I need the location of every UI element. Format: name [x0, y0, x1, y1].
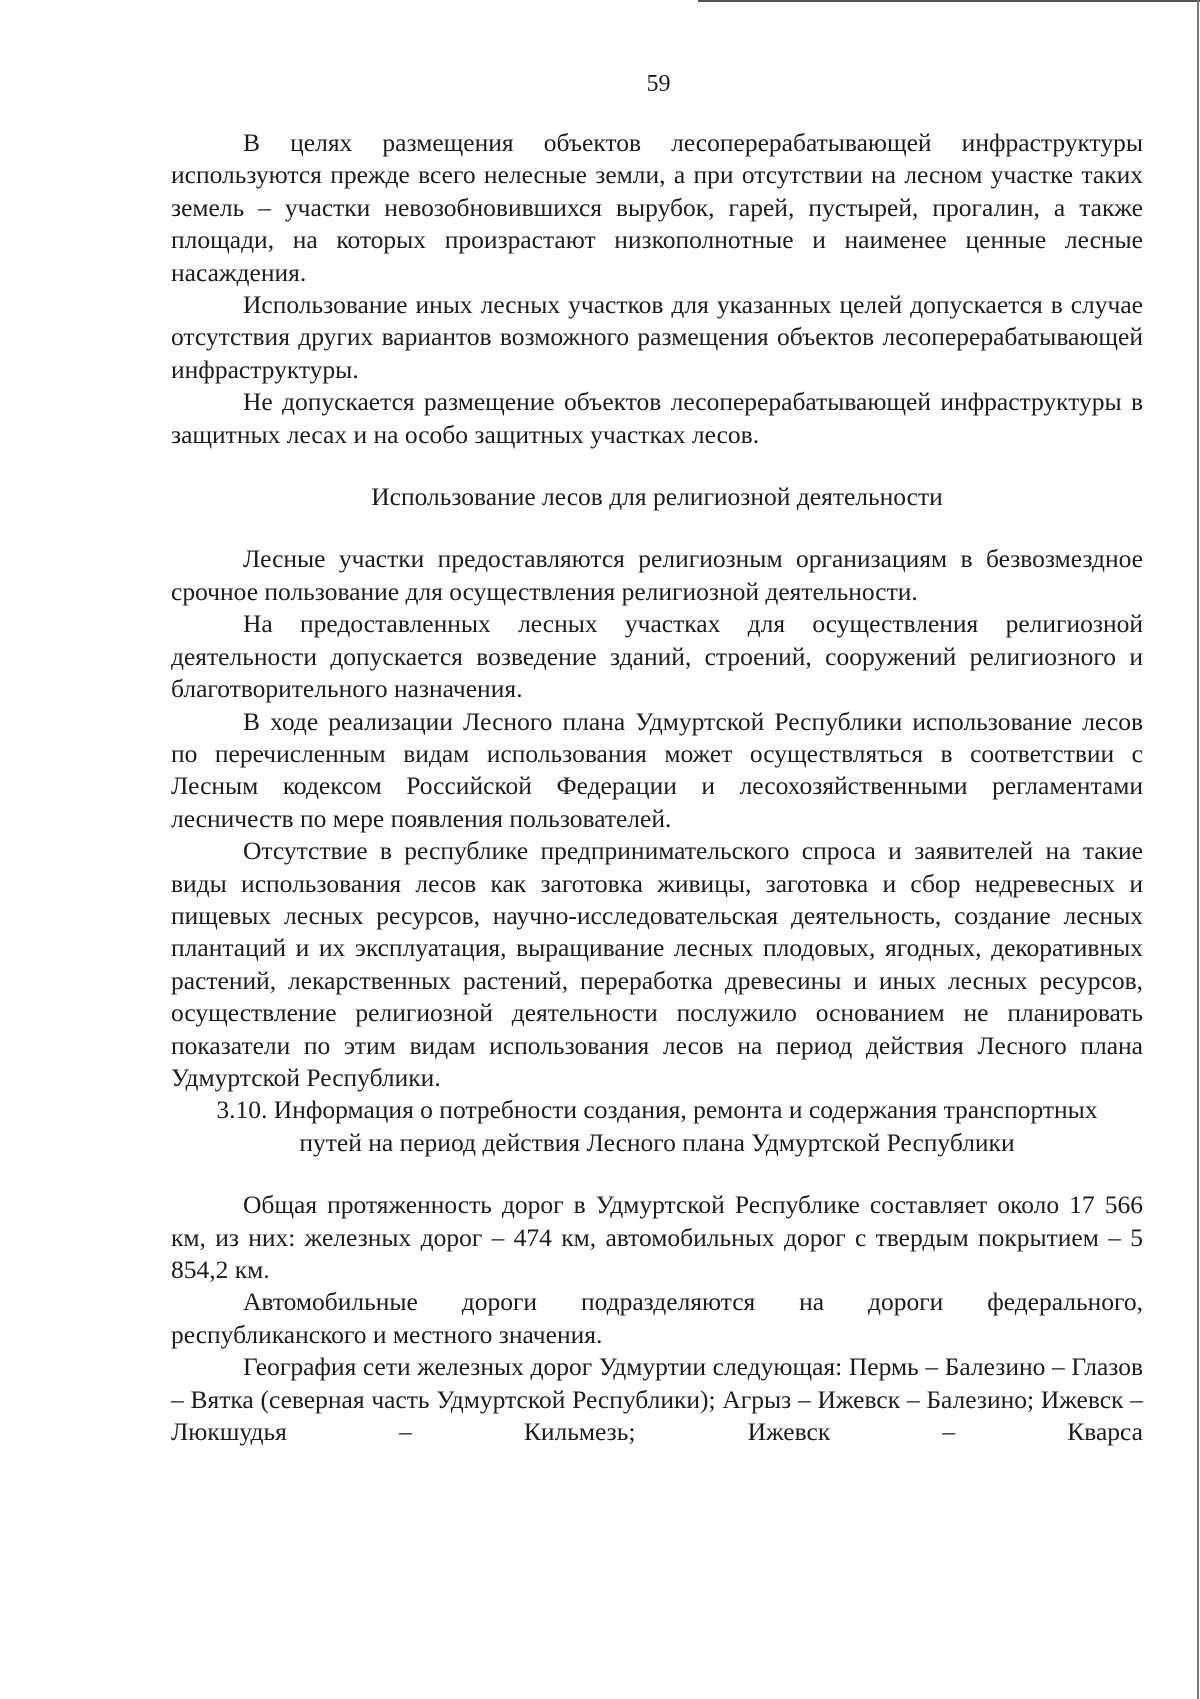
paragraph-religious-plots: Лесные участки предоставляются религиозным организациям в безвозмездное срочное пользование для осуществления религиозной деятельности.	[171, 544, 1143, 606]
paragraph-road-length: Общая протяженность дорог в Удмуртской Республике составляет около 17 566 км, из них: железных дорог – 474 км, автомобильных дорог с твердым покрытием – 5 854,2 км.	[171, 1190, 1143, 1284]
paragraph-forest-plan-implementation: В ходе реализации Лесного плана Удмуртской Республики использование лесов по перечисленным видам использования может осуществляться в соответствии с Лесным кодексом Российской Федерации и лесохозяйственными регламентами лесничеств по мере появления пользователей.	[171, 706, 1143, 833]
section-heading-transport: 3.10. Информация о потребности создания, ремонта и содержания транспортных путей на период действия Лесного плана Удмуртской Республики	[216, 1095, 1098, 1157]
paragraph-railway-geography: География сети железных дорог Удмуртии следующая: Пермь – Балезино – Глазов – Вятка (северная часть Удмуртской Республики); Агрыз – Ижевск – Балезино; Ижевск – Люкшудья – Кильмезь; Ижевск – Кварса	[171, 1352, 1143, 1447]
scan-edge-right	[1197, 0, 1199, 1699]
paragraph-infrastructure-lands: В целях размещения объектов лесоперерабатывающей инфраструктуры используются прежде всего нелесные земли, а при отсутствии на лесном участке таких земель – участки невозобновившихся вырубок, гарей, пустырей, прогалин, а также площади, на которых произрастают низкополнотные и наименее ценные лесные насаждения.	[171, 128, 1143, 287]
paragraph-not-allowed: Не допускается размещение объектов лесоперерабатывающей инфраструктуры в защитных лесах и на особо защитных участках лесов.	[171, 387, 1143, 449]
section-heading-religious: Использование лесов для религиозной деятельности	[371, 482, 943, 512]
document-body	[171, 127, 1143, 1448]
paragraph-no-demand: Отсутствие в республике предпринимательского спроса и заявителей на такие виды использования лесов как заготовка живицы, заготовка и сбор недревесных и пищевых лесных ресурсов, научно-исследовательская деятельность, создание лесных плантаций и их эксплуатация, выращивание лесных плодовых, ягодных, декоративных растений, лекарственных растений, переработка древесины и иных лесных ресурсов, осуществление религиозной деятельности послужило основанием не планировать показатели по этим видам использования лесов на период действия Лесного плана Удмуртской Республики.	[171, 836, 1143, 1092]
paragraph-road-types: Автомобильные дороги подразделяются на дороги федерального, республиканского и местного значения.	[171, 1287, 1143, 1349]
page-number: 59	[646, 71, 671, 97]
scan-edge-top	[698, 0, 1200, 2]
paragraph-other-plots: Использование иных лесных участков для указанных целей допускается в случае отсутствия других вариантов возможного размещения объектов лесоперерабатывающей инфраструктуры.	[171, 290, 1143, 384]
paragraph-religious-buildings: На предоставленных лесных участках для осуществления религиозной деятельности допускается возведение зданий, строений, сооружений религиозного и благотворительного назначения.	[171, 609, 1143, 704]
